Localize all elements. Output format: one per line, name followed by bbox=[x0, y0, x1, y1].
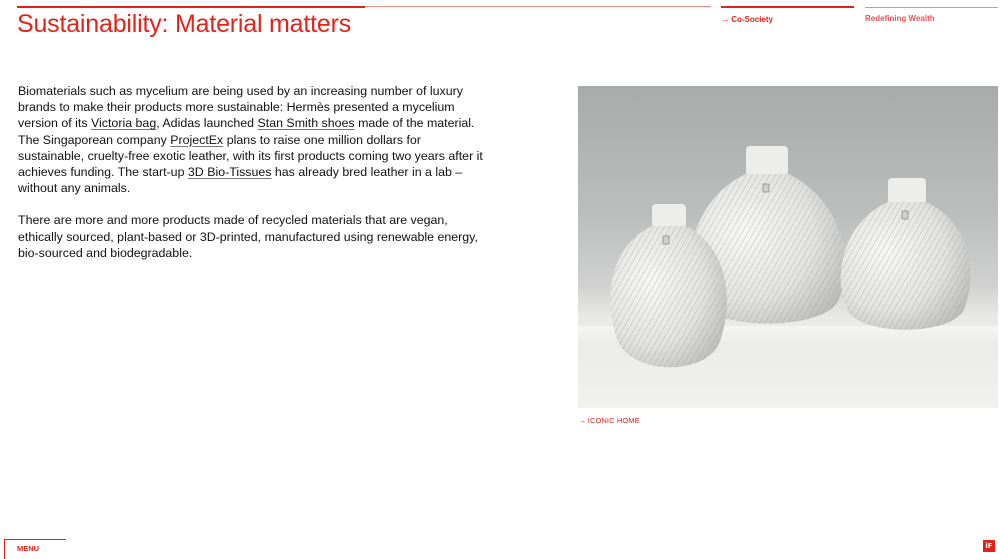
nav-link-redefining-wealth[interactable]: Redefining Wealth bbox=[865, 14, 935, 23]
if-logo-icon[interactable]: iF bbox=[983, 540, 995, 552]
text-run: There are more and more products made of recycled materials that are vegan, ethically sourced, plant-based or 3D-printed, manufactured using renewable energy, bio-sourced and biodegradable. bbox=[18, 213, 478, 260]
nav-item-co-society[interactable] bbox=[721, 6, 854, 24]
link-3d-bio-tissues[interactable]: 3D Bio-Tissues bbox=[187, 165, 272, 180]
page-title: Sustainability: Material matters bbox=[17, 10, 352, 38]
vases-illustration bbox=[578, 86, 998, 408]
menu-label: MENU bbox=[17, 544, 40, 553]
nav-item-rule bbox=[865, 7, 998, 8]
iconic-home-link[interactable]: → ICONIC HOME bbox=[578, 416, 640, 425]
link-victoria-bag[interactable]: Victoria bag bbox=[91, 116, 157, 131]
text-run: has already bred leather in a lab – without any animals. bbox=[18, 165, 463, 196]
vase-right bbox=[841, 178, 971, 330]
nav-link-co-society[interactable]: → Co-Society bbox=[721, 15, 774, 24]
link-projectex[interactable]: ProjectEx bbox=[170, 132, 224, 147]
article-paragraph bbox=[18, 212, 490, 261]
nav-item-redefining-wealth[interactable] bbox=[865, 6, 998, 23]
title-rule-extension bbox=[365, 6, 711, 7]
text-run: , Adidas launched bbox=[156, 116, 258, 131]
link-stan-smith-shoes[interactable]: Stan Smith shoes bbox=[257, 116, 355, 131]
article-paragraph bbox=[18, 83, 490, 196]
text-run: made of the material. The Singaporean company bbox=[18, 116, 475, 147]
text-run: plans to raise one million dollars for sustainable, cruelty-free exotic leather, with its first products coming two years after it achieves funding. The start-up bbox=[18, 132, 483, 180]
menu-button[interactable] bbox=[4, 539, 66, 559]
title-rule bbox=[17, 6, 365, 8]
vases-photo bbox=[578, 86, 998, 408]
article-body bbox=[18, 83, 490, 277]
text-run: Biomaterials such as mycelium are being used by an increasing number of luxury brands to make their products more sustainable: Hermès presented a mycelium version of its bbox=[18, 84, 463, 131]
nav-item-rule bbox=[721, 6, 854, 8]
